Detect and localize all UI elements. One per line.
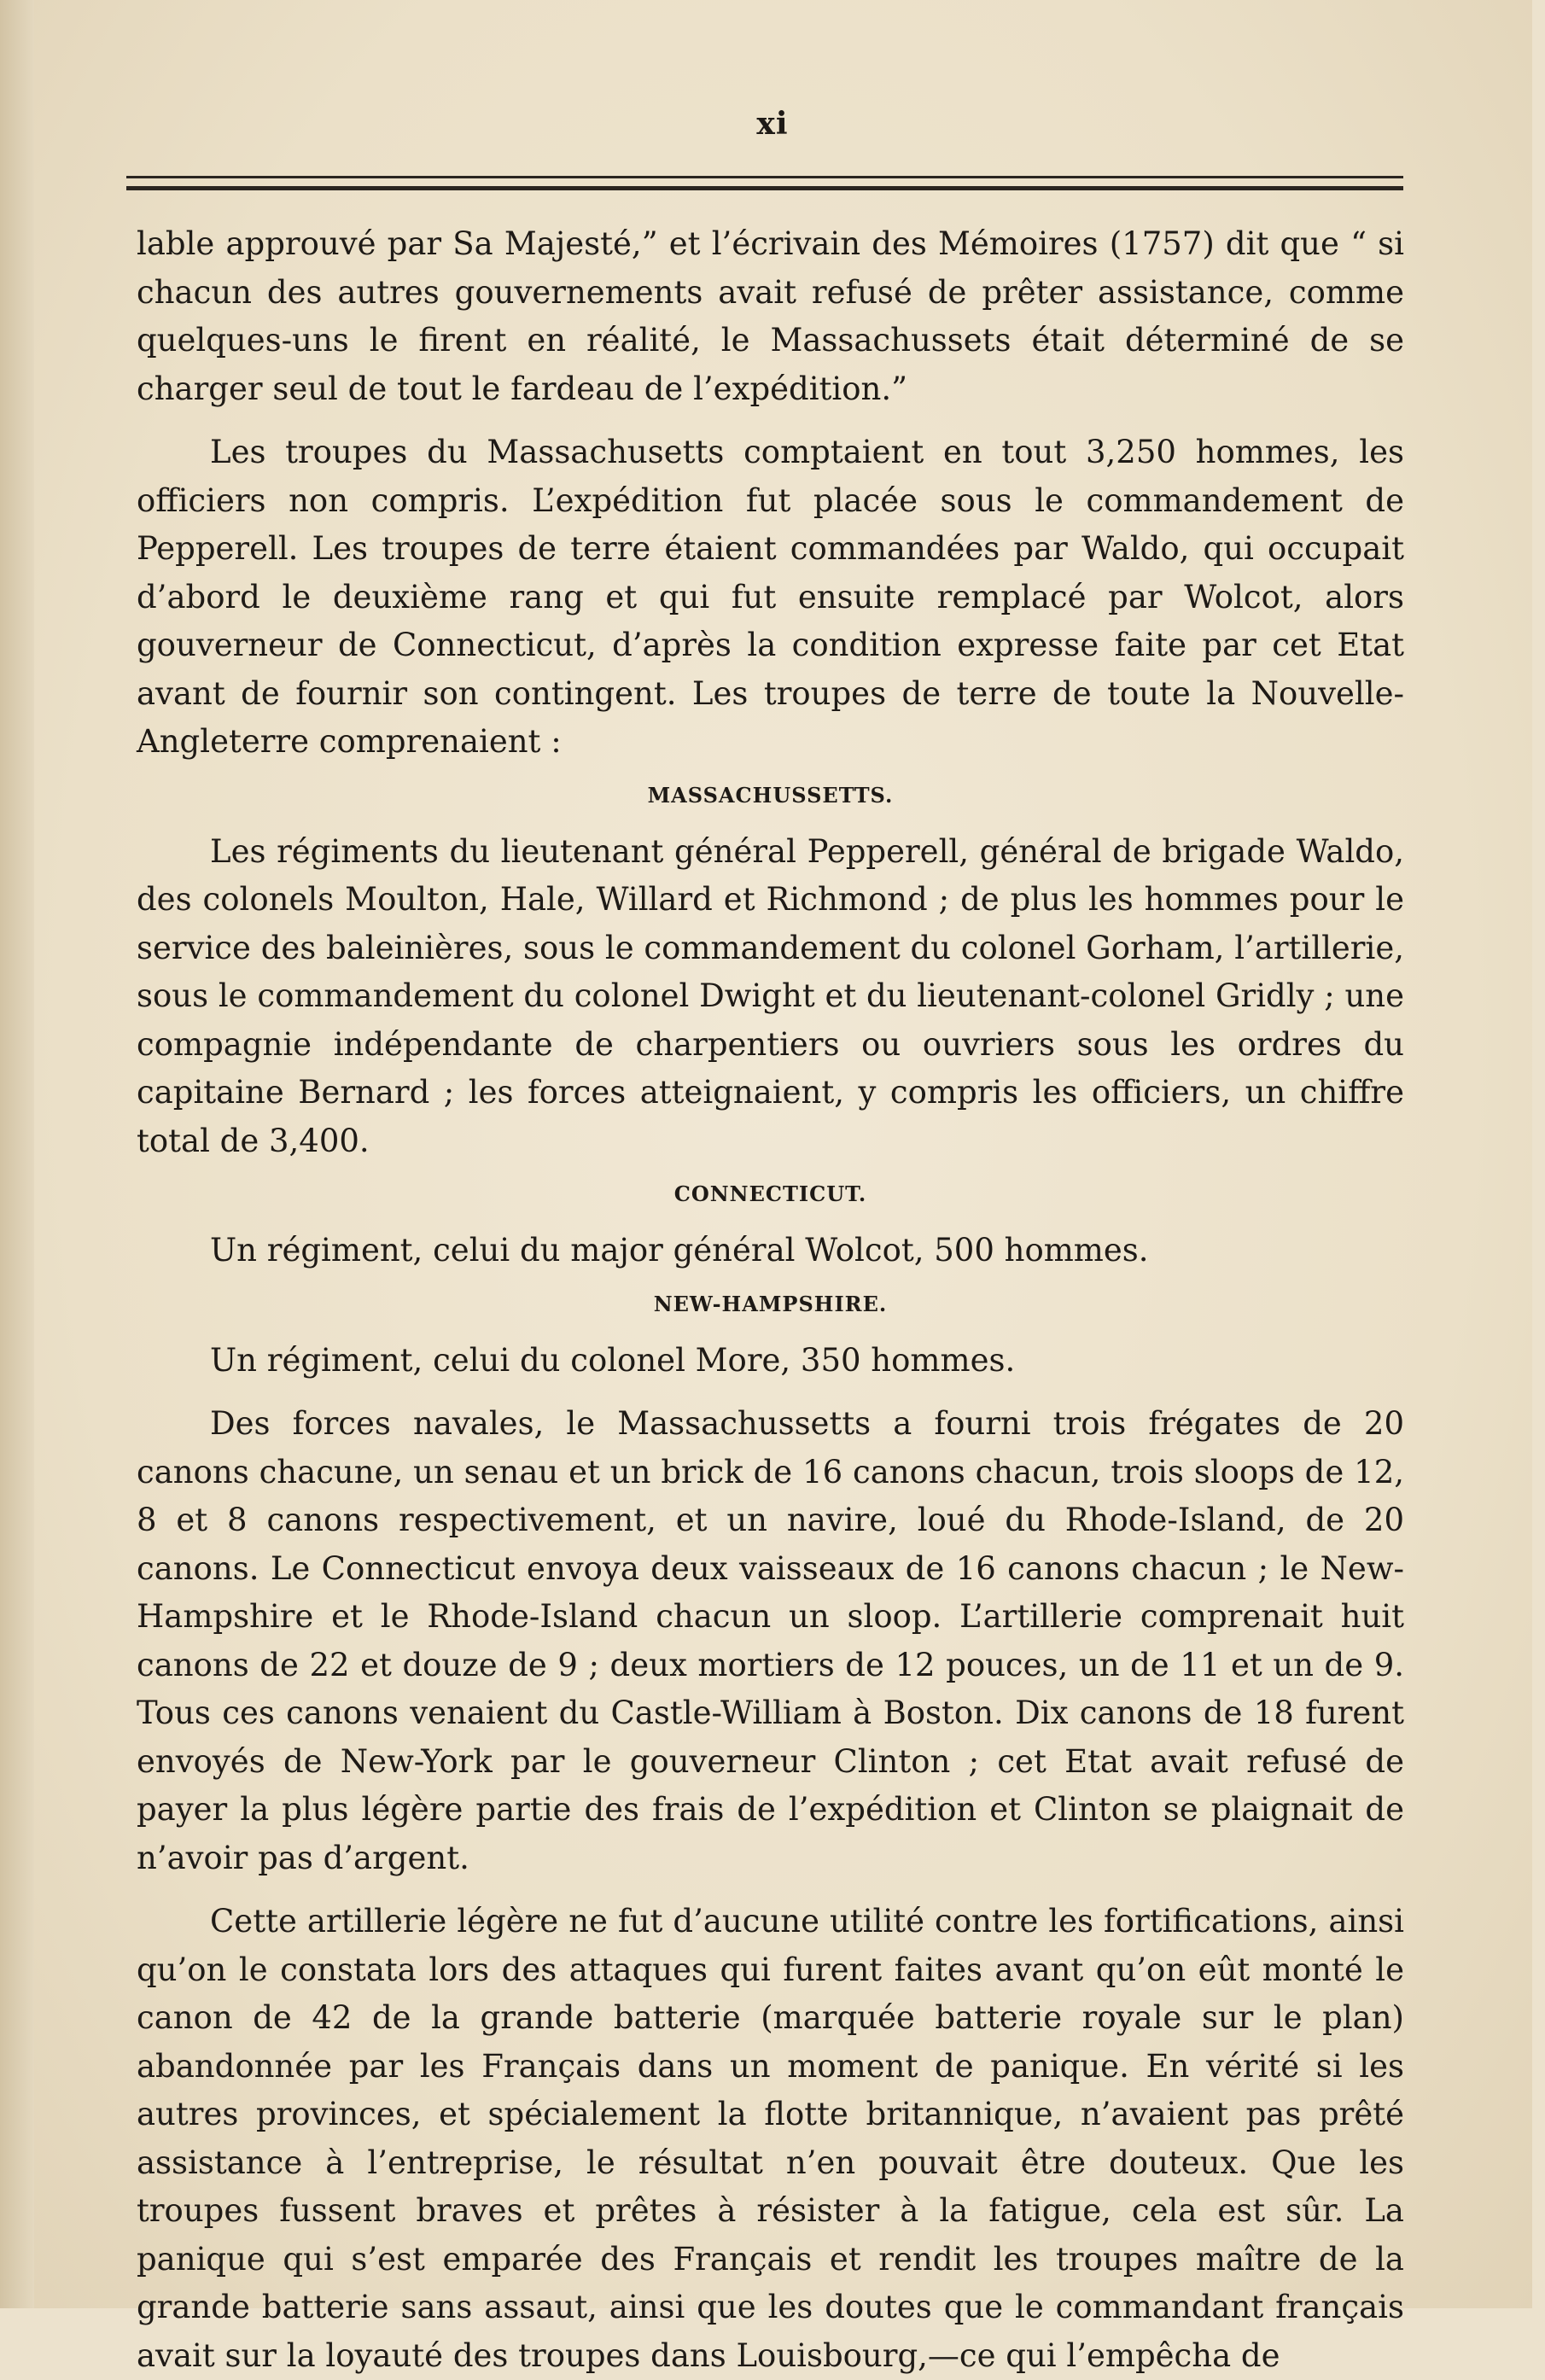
paragraph-regiments: Les régiments du lieutenant général Pepperell, général de brigade Waldo, des colonels Moulton, Hale, Willard et Richmond ; de plus les hommes pour le service des baleinières, sous le commandement du colonel Gorham, l’artillerie, sous le commandement du colonel Dwight et du lieutenant-colonel Gridly ; une compagnie indépendante de charpentiers ou ouvriers sous les ordres du capitaine Bernard ; les forces atteignaient, y compris les officiers, un chiffre total de 3,400. — [137, 832, 1404, 1159]
page-number: xi — [756, 106, 789, 142]
heading-connecticut: CONNECTICUT. — [673, 1181, 867, 1206]
heading-massachussetts: MASSACHUSSETTS. — [647, 782, 894, 808]
heading-new-hampshire: NEW-HAMPSHIRE. — [653, 1291, 888, 1316]
paragraph-connecticut-regiment: Un régiment, celui du major général Wolcot, 500 hommes. — [210, 1232, 1149, 1269]
paragraph-troupes-massachusetts: Les troupes du Massachusetts comptaient en tout 3,250 hommes, les officiers non compris. L’expédition fut placée sous le commandement de Pepperell. Les troupes de terre étaient commandées par Waldo, qui occupait d’abord le deuxième rang et qui fut ensuite remplacé par Wolcot, alors gouverneur de Connecticut, d’après la condition expresse faite par cet Etat avant de fournir son contingent. Les troupes de terre de toute la Nouvelle-Angleterre comprenaient : — [137, 434, 1404, 760]
page-gutter-shadow — [0, 0, 34, 2308]
header-rule-thin — [126, 176, 1403, 178]
header-rule-thick — [126, 186, 1403, 190]
paragraph-artillerie-legere: Cette artillerie légère ne fut d’aucune utilité contre les fortifications, ainsi qu’on le constata lors des attaques qui furent faites avant qu’on eût monté le canon de 42 de la grande batterie (marquée batterie royale sur le plan) abandonnée par les Français dans un moment de panique. En vérité si les autres provinces, et spécialement la flotte britannique, n’avaient pas prêté assistance à l’entreprise, le résultat n’en pouvait être douteux. Que les troupes fussent braves et prêtes à résister à la fatigue, cela est sûr. La panique qui s’est emparée des Français et rendit les troupes maître de la grande batterie sans assaut, ainsi que les doutes que le commandant français avait sur la loyauté des troupes dans Louisbourg,—ce qui l’empêcha de — [137, 1903, 1404, 2374]
paragraph-forces-navales: Des forces navales, le Massachussetts a fourni trois frégates de 20 canons chacune, un senau et un brick de 16 canons chacun, trois sloops de 12, 8 et 8 canons respectivement, et un navire, loué du Rhode-Island, de 20 canons. Le Connecticut envoya deux vaisseaux de 16 canons chacun ; le New-Hampshire et le Rhode-Island chacun un sloop. L’artillerie comprenait huit canons de 22 et douze de 9 ; deux mortiers de 12 pouces, un de 11 et un de 9. Tous ces canons venaient du Castle-William à Boston. Dix canons de 18 furent envoyés de New-York par le gouverneur Clinton ; cet Etat avait refusé de payer la plus légère partie des frais de l’expédition et Clinton se plaignait de n’avoir pas d’argent. — [137, 1405, 1404, 1876]
paragraph-continuation: lable approuvé par Sa Majesté,” et l’écrivain des Mémoires (1757) dit que “ si chacun des autres gouvernements avait refusé de prêter assistance, comme quelques-uns le firent en réalité, le Massachussets était déterminé de se charger seul de tout le fardeau de l’expédition.” — [137, 225, 1404, 407]
page-body — [137, 220, 1404, 2380]
paragraph-new-hampshire-regiment: Un régiment, celui du colonel More, 350 hommes. — [210, 1341, 1016, 1379]
